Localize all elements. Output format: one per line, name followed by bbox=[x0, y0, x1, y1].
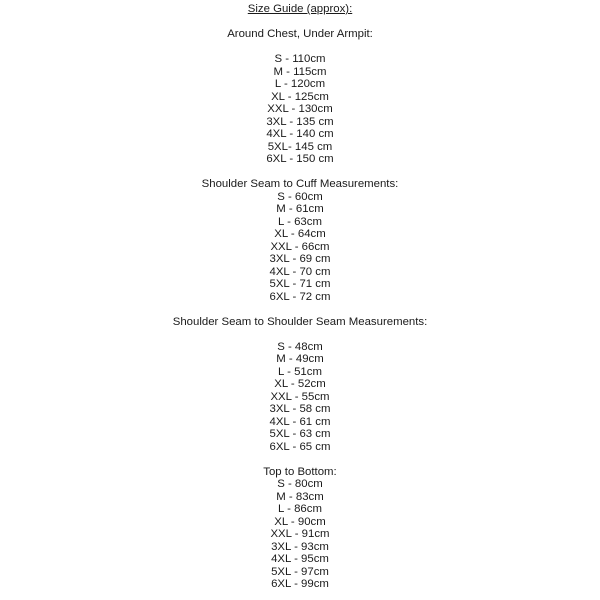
section-shoulder-to-shoulder bbox=[0, 316, 600, 454]
measurement-row: L - 120cm bbox=[274, 78, 326, 90]
measurement-row: XL - 90cm bbox=[274, 515, 326, 528]
measurement-row: 5XL - 97cm bbox=[271, 565, 329, 578]
spacer bbox=[0, 328, 600, 341]
measurement-row: XL - 52cm bbox=[274, 378, 326, 390]
measurement-row: XXL - 91cm bbox=[270, 528, 330, 540]
section-heading: Shoulder Seam to Shoulder Seam Measurements: bbox=[172, 315, 428, 328]
measurement-row: 5XL- 145 cm bbox=[267, 140, 333, 153]
spacer bbox=[0, 453, 600, 466]
measurement-row: XXL - 66cm bbox=[270, 240, 330, 253]
section-heading: Around Chest, Under Armpit: bbox=[227, 28, 373, 40]
measurement-row: XL - 64cm bbox=[274, 228, 326, 240]
measurement-row: M - 115cm bbox=[273, 65, 327, 78]
section-top-to-bottom bbox=[0, 466, 600, 591]
measurement-row: L - 86cm bbox=[278, 503, 322, 515]
spacer bbox=[0, 41, 600, 54]
measurement-row: L - 63cm bbox=[278, 215, 322, 228]
measurement-row: M - 83cm bbox=[276, 490, 324, 503]
measurement-row: 3XL - 93cm bbox=[271, 540, 329, 553]
measurement-row: XL - 125cm bbox=[271, 90, 329, 103]
measurement-row: S - 80cm bbox=[277, 478, 323, 490]
measurement-row: S - 60cm bbox=[277, 190, 323, 203]
section-chest bbox=[0, 28, 600, 166]
measurement-row: 3XL - 135 cm bbox=[266, 115, 334, 128]
measurement-row: XXL - 130cm bbox=[267, 103, 333, 115]
measurement-row: 4XL - 70 cm bbox=[269, 265, 331, 278]
page-title: Size Guide (approx): bbox=[247, 3, 353, 15]
measurement-row: 3XL - 69 cm bbox=[269, 253, 331, 265]
measurement-row: 4XL - 140 cm bbox=[266, 128, 334, 140]
spacer bbox=[0, 166, 600, 179]
section-heading: Shoulder Seam to Cuff Measurements: bbox=[201, 178, 399, 190]
measurement-row: 6XL - 65 cm bbox=[269, 440, 331, 453]
measurement-row: M - 61cm bbox=[276, 203, 324, 215]
measurement-row: 4XL - 61 cm bbox=[269, 415, 331, 428]
spacer bbox=[0, 303, 600, 316]
section-heading: Top to Bottom: bbox=[263, 465, 337, 478]
measurement-row: XXL - 55cm bbox=[270, 390, 330, 403]
measurement-row: 4XL - 95cm bbox=[271, 553, 329, 565]
measurement-row: 5XL - 71 cm bbox=[269, 278, 331, 290]
section-shoulder-to-cuff bbox=[0, 178, 600, 303]
measurement-row: S - 48cm bbox=[277, 340, 323, 353]
measurement-row: S - 110cm bbox=[274, 53, 326, 65]
measurement-row: M - 49cm bbox=[276, 353, 324, 365]
measurement-row: 6XL - 150 cm bbox=[266, 153, 334, 165]
measurement-row: 6XL - 99cm bbox=[271, 578, 329, 590]
measurement-row: 5XL - 63 cm bbox=[269, 428, 331, 440]
measurement-row: L - 51cm bbox=[278, 365, 322, 378]
measurement-row: 3XL - 58 cm bbox=[269, 403, 331, 415]
spacer bbox=[0, 16, 600, 29]
measurement-row: 6XL - 72 cm bbox=[269, 290, 331, 303]
